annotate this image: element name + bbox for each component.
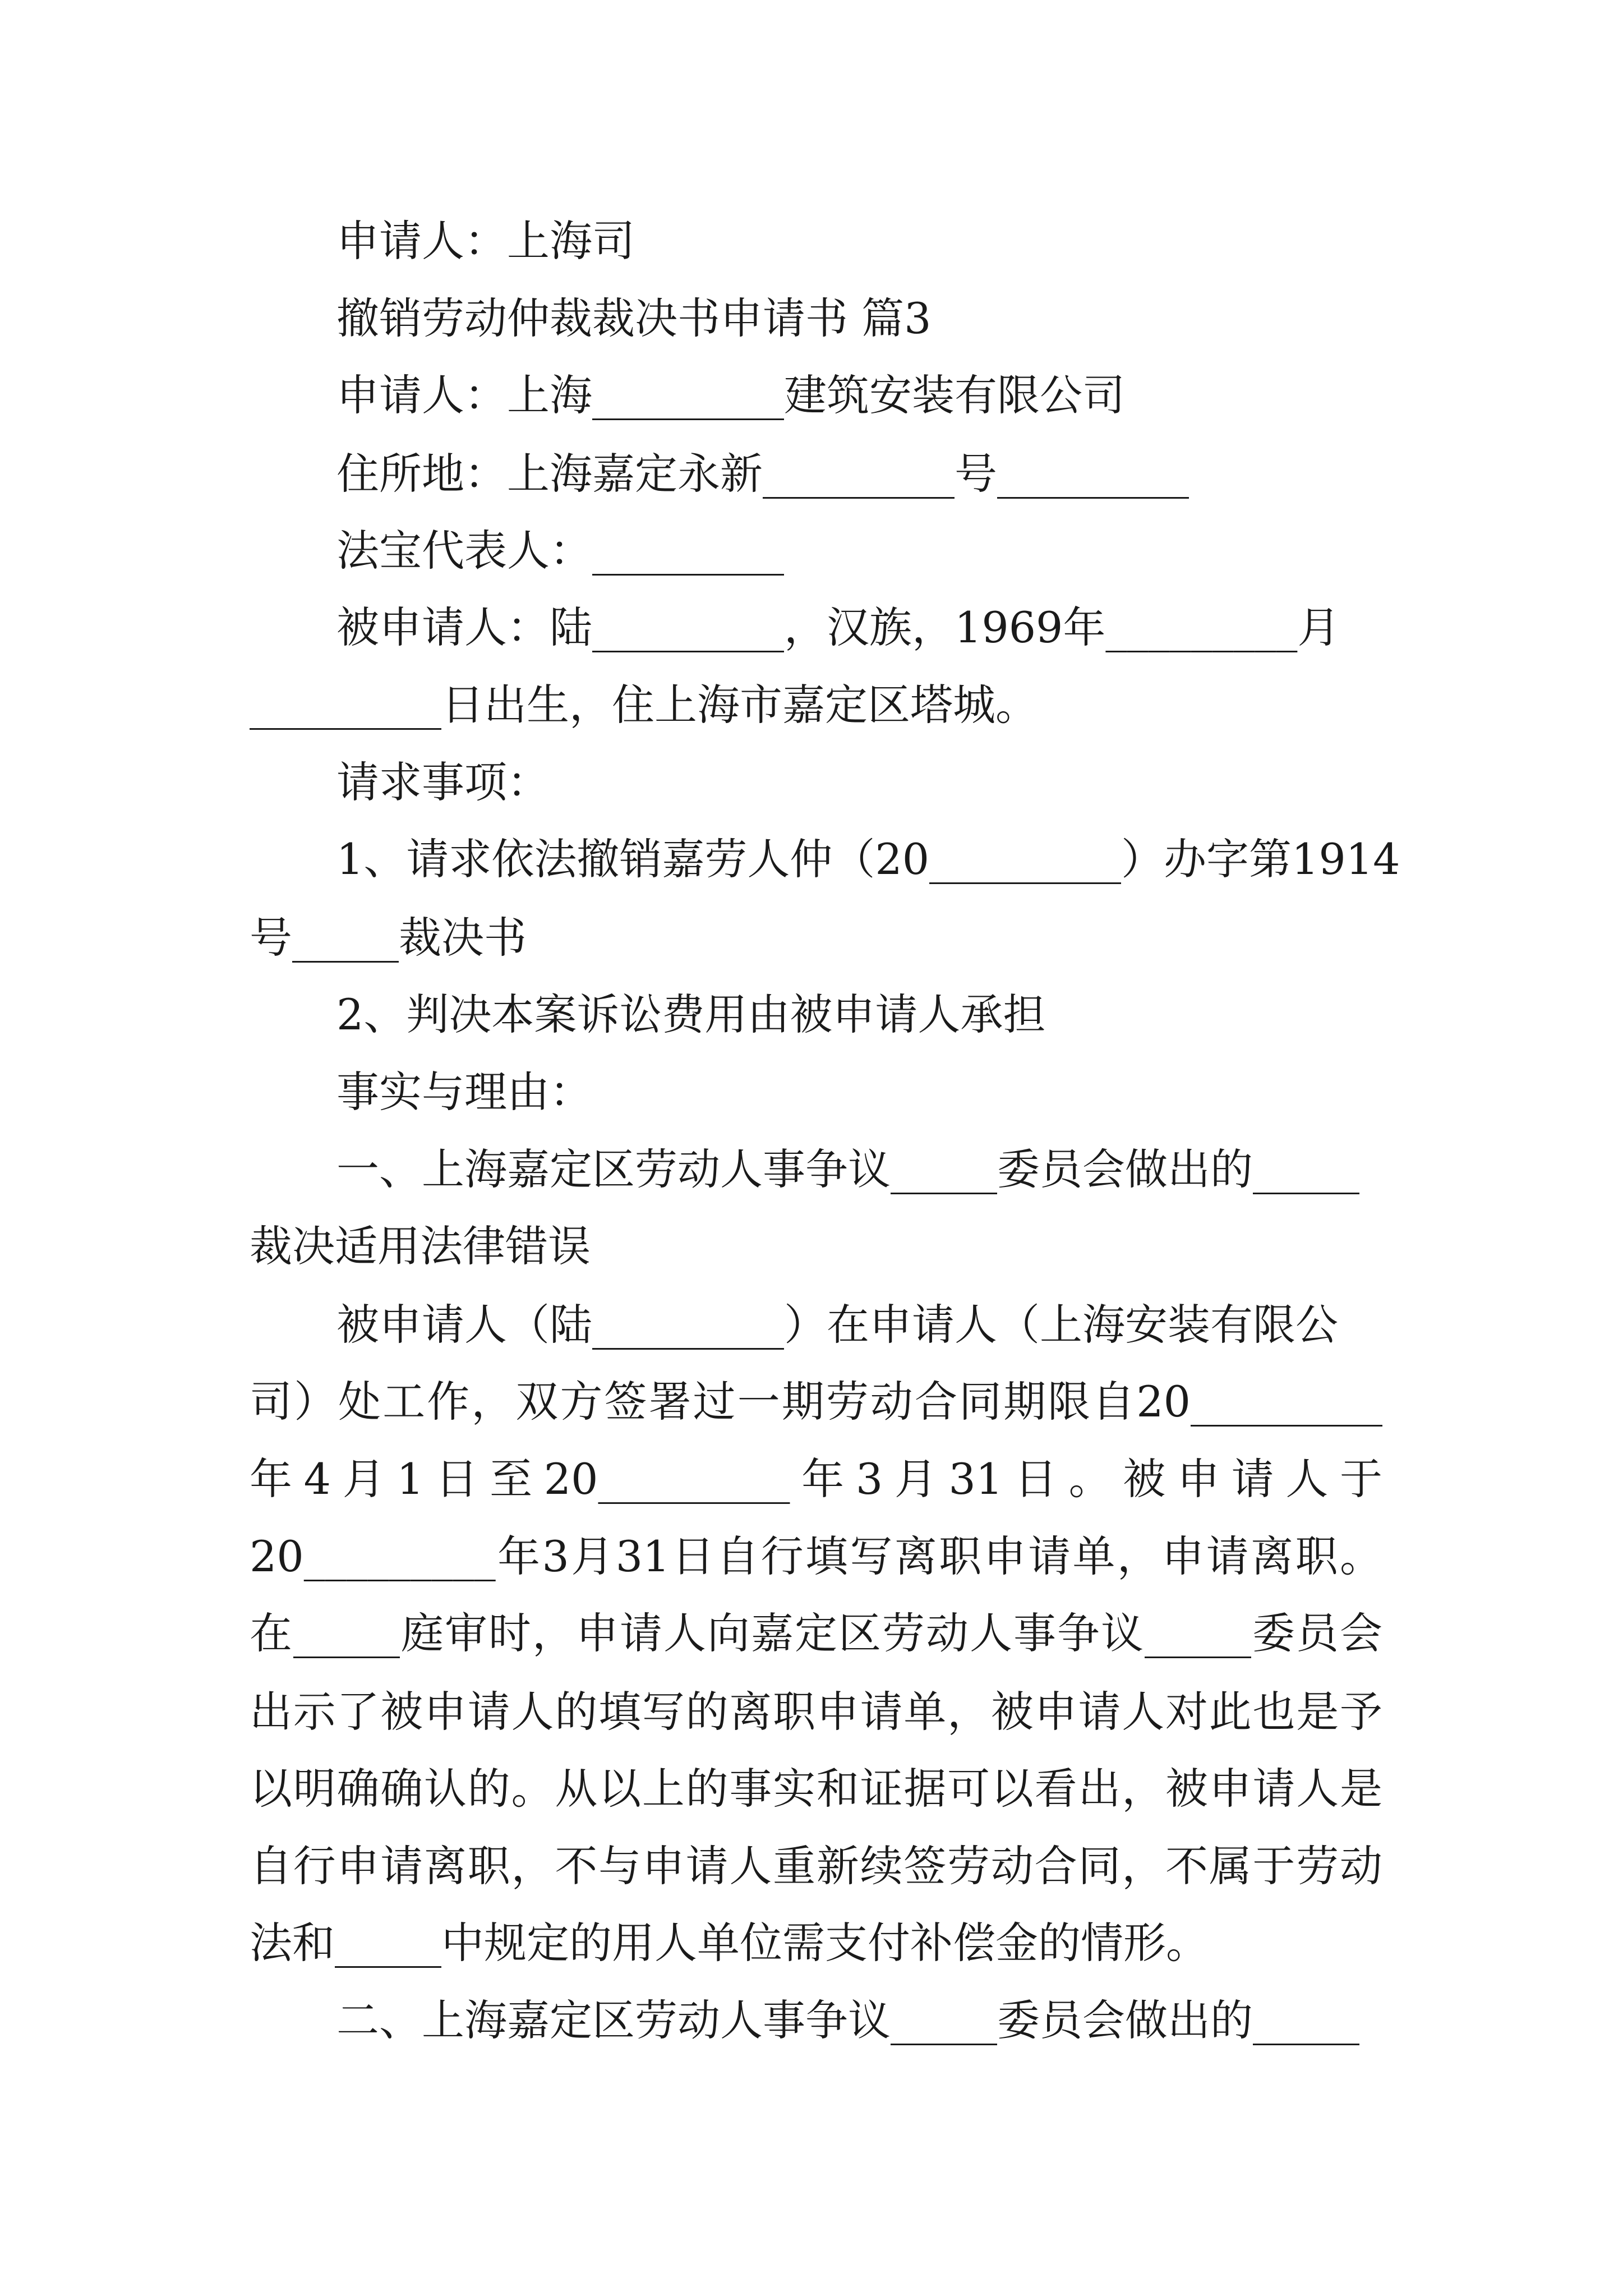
facts-heading: 事实与理由： xyxy=(336,1067,592,1117)
paragraph-line: 20_________年3月31日自行填写离职申请单，申请离职。 xyxy=(250,1531,1382,1581)
paragraph-line: 司）处工作，双方签署过一期劳动合同期限自20_________ xyxy=(250,1377,1382,1427)
paragraph-line: 以明确确认的。从以上的事实和证据可以看出，被申请人是 xyxy=(250,1764,1382,1814)
request-item-1-cont: 号_____裁决书 xyxy=(250,913,527,963)
paragraph-line: 自行申请离职，不与申请人重新续签劳动合同，不属于劳动 xyxy=(250,1841,1382,1891)
legal-representative-line: 法宝代表人：_________ xyxy=(336,526,784,576)
paragraph-line: 年4月1日至20_________年3月31日。被申请人于 xyxy=(250,1454,1382,1504)
address-line: 住所地：上海嘉定永新_________号_________ xyxy=(336,449,1189,499)
section-1-heading-cont: 裁决适用法律错误 xyxy=(250,1221,591,1271)
respondent-line: 被申请人：陆_________，汉族，1969年_________月 xyxy=(336,602,1340,652)
requests-heading: 请求事项： xyxy=(336,757,550,807)
paragraph-line: 被申请人（陆_________）在申请人（上海安装有限公 xyxy=(336,1300,1338,1350)
section-1-heading: 一、上海嘉定区劳动人事争议_____委员会做出的_____ xyxy=(336,1144,1359,1194)
request-item-2: 2、判决本案诉讼费用由被申请人承担 xyxy=(336,990,1046,1039)
paragraph-line: 法和_____中规定的用人单位需支付补偿金的情形。 xyxy=(250,1918,1209,1968)
section-2-heading: 二、上海嘉定区劳动人事争议_____委员会做出的_____ xyxy=(336,1995,1359,2045)
applicant-line-1: 申请人：上海司 xyxy=(336,216,635,266)
respondent-line-cont: _________日出生，住上海市嘉定区塔城。 xyxy=(250,680,1038,730)
document-title: 撤销劳动仲裁裁决书申请书 篇3 xyxy=(336,293,932,343)
paragraph-line: 在_____庭审时，申请人向嘉定区劳动人事争议_____委员会 xyxy=(250,1608,1382,1658)
applicant-line: 申请人：上海_________建筑安装有限公司 xyxy=(336,370,1125,420)
paragraph-line: 出示了被申请人的填写的离职申请单，被申请人对此也是予 xyxy=(250,1687,1382,1737)
request-item-1: 1、请求依法撤销嘉劳人仲（20_________）办字第1914 xyxy=(336,834,1400,884)
